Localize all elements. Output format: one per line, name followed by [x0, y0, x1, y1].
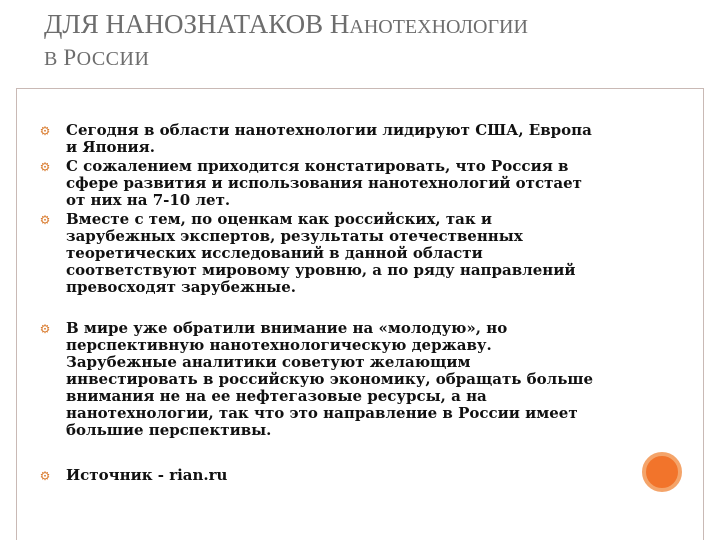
gear-bullet-icon: ⚙ — [39, 469, 51, 483]
bullet-item-4 — [38, 320, 598, 439]
title-main-text: ДЛЯ НАНОЗНАТАКОВ — [44, 9, 330, 39]
slide-title — [44, 6, 664, 73]
gear-bullet-icon: ⚙ — [39, 160, 51, 174]
bullet-text-1: Сегодня в области нанотехнологии лидируют США, Европа и Япония. — [66, 121, 592, 156]
bullet-text-5: Источник - rian.ru — [66, 466, 228, 484]
bullet-text-3: Вместе с тем, по оценкам как российских, так и зарубежных экспертов, результаты отечественных теоретических исследований в данной области соответствуют мировому уровню, а по ряду направлений превосходят зарубежные. — [66, 210, 576, 296]
bullet-item-2 — [38, 158, 598, 209]
title-small-russia: ОССИИ — [76, 48, 150, 71]
slide-title-line-2 — [44, 42, 664, 73]
slide-content — [38, 122, 598, 484]
gear-bullet-icon: ⚙ — [39, 322, 51, 336]
bullet-item-3 — [38, 211, 598, 296]
title-cap-r: Р — [63, 45, 77, 71]
orange-circle-decoration — [642, 452, 682, 492]
gear-bullet-icon: ⚙ — [39, 213, 51, 227]
bullet-item-1 — [38, 122, 598, 156]
title-small-text: АНОТЕХНОЛОГИИ — [349, 16, 528, 38]
bullet-text-2: С сожалением приходится констатировать, что Россия в сфере развития и использования нанотехнологий отстает от них на 7-10 лет. — [66, 157, 582, 209]
bullet-text-4: В мире уже обратили внимание на «молодую», но перспективную нанотехнологическую державу. Зарубежные аналитики советуют желающим инвестировать в российскую экономику, обращать больше внимания не на ее нефтегазовые ресурсы, а на нанотехнологии, так что это направление в России имеет большие перспективы. — [66, 319, 594, 439]
gear-bullet-icon: ⚙ — [39, 124, 51, 138]
bullet-item-5 — [38, 467, 598, 484]
slide-title-line-1 — [44, 6, 664, 42]
title-small-prep: В — [44, 48, 64, 71]
title-cap-n: Н — [329, 9, 350, 39]
